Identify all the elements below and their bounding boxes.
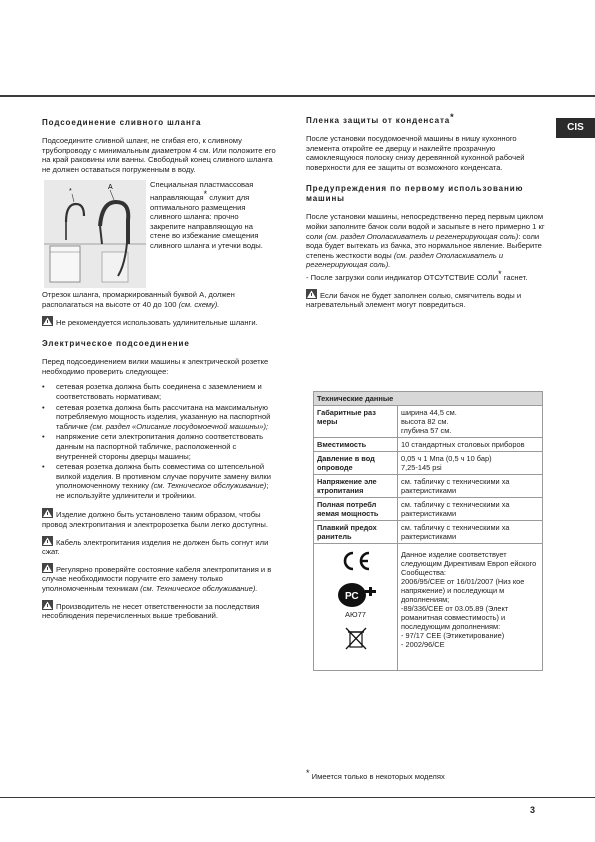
- ce-mark-icon: [339, 550, 373, 572]
- warning-cable: Кабель электропитания изделия не должен быть согнут или сжат.: [42, 537, 269, 557]
- salt-indicator-note: - После загрузки соли индикатор ОТСУТСТВИЕ СОЛИ* гаснет.: [306, 268, 528, 282]
- certification-marks: [314, 544, 398, 671]
- list-item: • сетевая розетка должна быть совместима со штепсельной вилкой изделия. В противном случае поручите замену вилки уполномоченному технику (см. Техническое обслуживание); не используйте удлинители и тройники.: [56, 462, 277, 500]
- table-header: Технические данные: [314, 392, 543, 406]
- spec-label: Давление в вод опроводе: [314, 452, 398, 475]
- weee-bin-icon: [345, 627, 367, 651]
- pct-mark-icon: [336, 582, 376, 608]
- bottom-rule: [0, 797, 595, 798]
- drain-body: Подсоедините сливной шланг, не сгибая его, к сливному трубопроводу с минимальным диаметром 4 см. Или положите его на край раковины или ванны. Свободный конец сливного шланга не должен оставаться погруженным в воду.: [42, 136, 276, 174]
- footnote: * Имеется только в некоторых моделях: [306, 768, 445, 781]
- hose-height-note: Отрезок шланга, промаркированный буквой А, должен располагаться на высоте от 40 до 100 (см. схему).: [42, 290, 235, 309]
- first-use-salt: После установки машины, непосредственно перед первым циклом мойки заполните бачок соли водой и засыпьте в него примерно 1 кг соли (см. раздел Ополаскиватель и регенерирующая соль): соли вода будет вытекать из бачка, это нормальное явление. Выберите степень жесткости воды (см. раздел Ополаскиватель и регенерирующая соль).: [306, 212, 545, 270]
- list-item: • напряжение сети электропитания должно соответствовать данным на паспортной табличке, расположенной с внутренней стороны дверцы машины;: [56, 432, 277, 461]
- fig-star-label: *: [69, 188, 72, 196]
- drain-figure-row: [42, 180, 277, 288]
- table-header-row: [314, 392, 543, 406]
- list-item: • сетевая розетка должна быть соединена с заземлением и соответствовать нормативам;: [56, 382, 277, 401]
- spec-value: см. табличку с техническими ха рактеристиками: [398, 475, 543, 498]
- electrical-title: Электрическое подсоединение: [42, 339, 190, 349]
- spec-label: Напряжение эле ктропитания: [314, 475, 398, 498]
- language-tab: CIS: [556, 118, 595, 138]
- tech-data-table: [313, 391, 543, 671]
- guide-description: Специальная пластмассовая направляющая* служит для оптимального размещения сливного шланга: прочно закрепите направляющую на стене во избежание смещения сливного шланга и утечки воды.: [150, 180, 263, 250]
- warning-check-cable: Регулярно проверяйте состояние кабеля электропитания и в случае необходимости поручите его замену только уполномоченным техникам (см. Техническое обслуживание).: [42, 564, 272, 594]
- cert-text: Данное изделие соответствует следующим Директивам Европ ейского Сообщества: 2006/95/CEE от 16/01/2007 (Низ кое напряжение) и последующи м дополнениям; -89/336/CEE от 03.05.89 (Элект романитная совместимость) и последующим дополнениям: - 97/17 CEE (Этикетирование) - 2002/96/CE: [398, 544, 543, 671]
- list-item: • сетевая розетка должна быть рассчитана на максимальную потребляемую мощность изделия, указанную на паспортной табличке (см. раздел «Описание посудомоечной машины»);: [56, 403, 277, 432]
- spec-label: Габаритные раз меры: [314, 406, 398, 438]
- electrical-intro: Перед подсоединением вилки машины к электрической розетке необходимо проверить следующее:: [42, 357, 269, 376]
- spec-label: Полная потребл яемая мощность: [314, 498, 398, 521]
- spec-value: см. табличку с техническими ха рактеристиками: [398, 521, 543, 544]
- certification-row: [314, 544, 543, 671]
- spec-value: 0,05 ч 1 Мпа (0,5 ч 10 бар) 7,25-145 psi: [398, 452, 543, 475]
- spec-label: Вместимость: [314, 438, 398, 452]
- spec-value: 10 стандартных столовых приборов: [398, 438, 543, 452]
- spec-value: см. табличку с техническими ха рактеристиками: [398, 498, 543, 521]
- drain-title: Подсоединение сливного шланга: [42, 118, 202, 127]
- hose-diagram-icon: [44, 180, 146, 288]
- warning-icon: [42, 563, 53, 573]
- table-row: [314, 438, 543, 452]
- fig-a-label: A: [108, 184, 113, 192]
- table-row: [314, 521, 543, 544]
- left-column: [42, 118, 277, 627]
- drain-hose-diagram: [44, 180, 146, 288]
- page-number: 3: [530, 805, 536, 815]
- warning-accessible: Изделие должно быть установлено таким образом, чтобы провод электропитания и электророзетка были легко доступны.: [42, 510, 268, 530]
- condensate-title: Пленка защиты от конденсата*: [306, 112, 455, 125]
- table-row: [314, 498, 543, 521]
- salt-warning: Если бачок не будет заполнен солью, смягчитель воды и нагревательный элемент могут повредиться.: [306, 290, 522, 310]
- warning-icon: [42, 316, 53, 326]
- right-column: [306, 112, 546, 316]
- top-rule: [0, 95, 595, 97]
- spec-label: Плавкий предох ранитель: [314, 521, 398, 544]
- extension-warning: Не рекомендуется использовать удлинительные шланги.: [42, 316, 277, 328]
- warning-liability: Производитель не несет ответственности за последствия несоблюдения перечисленных выше требований.: [42, 601, 260, 621]
- spec-value: ширина 44,5 см. высота 82 см. глубина 57 см.: [398, 406, 543, 438]
- warning-icon: [42, 536, 53, 546]
- electrical-checklist: [42, 382, 277, 500]
- warning-icon: [42, 600, 53, 610]
- table-row: [314, 452, 543, 475]
- condensate-body: После установки посудомоечной машины в нишу кухонного элемента откройте ее дверцу и наклейте прозрачную самоклеящуюся полоску снизу деревянной кухонной рабочей поверхности для ее защиты от возможного конденсата.: [306, 134, 525, 172]
- first-use-title: Предупреждения по первому использованию машины: [306, 184, 524, 204]
- cert-code: АЮ77: [345, 610, 366, 619]
- warning-icon: [306, 289, 317, 299]
- table-row: [314, 406, 543, 438]
- warning-icon: [42, 508, 53, 518]
- table-row: [314, 475, 543, 498]
- tech-rows: [314, 406, 543, 544]
- svg-text:РС: РС: [344, 591, 359, 602]
